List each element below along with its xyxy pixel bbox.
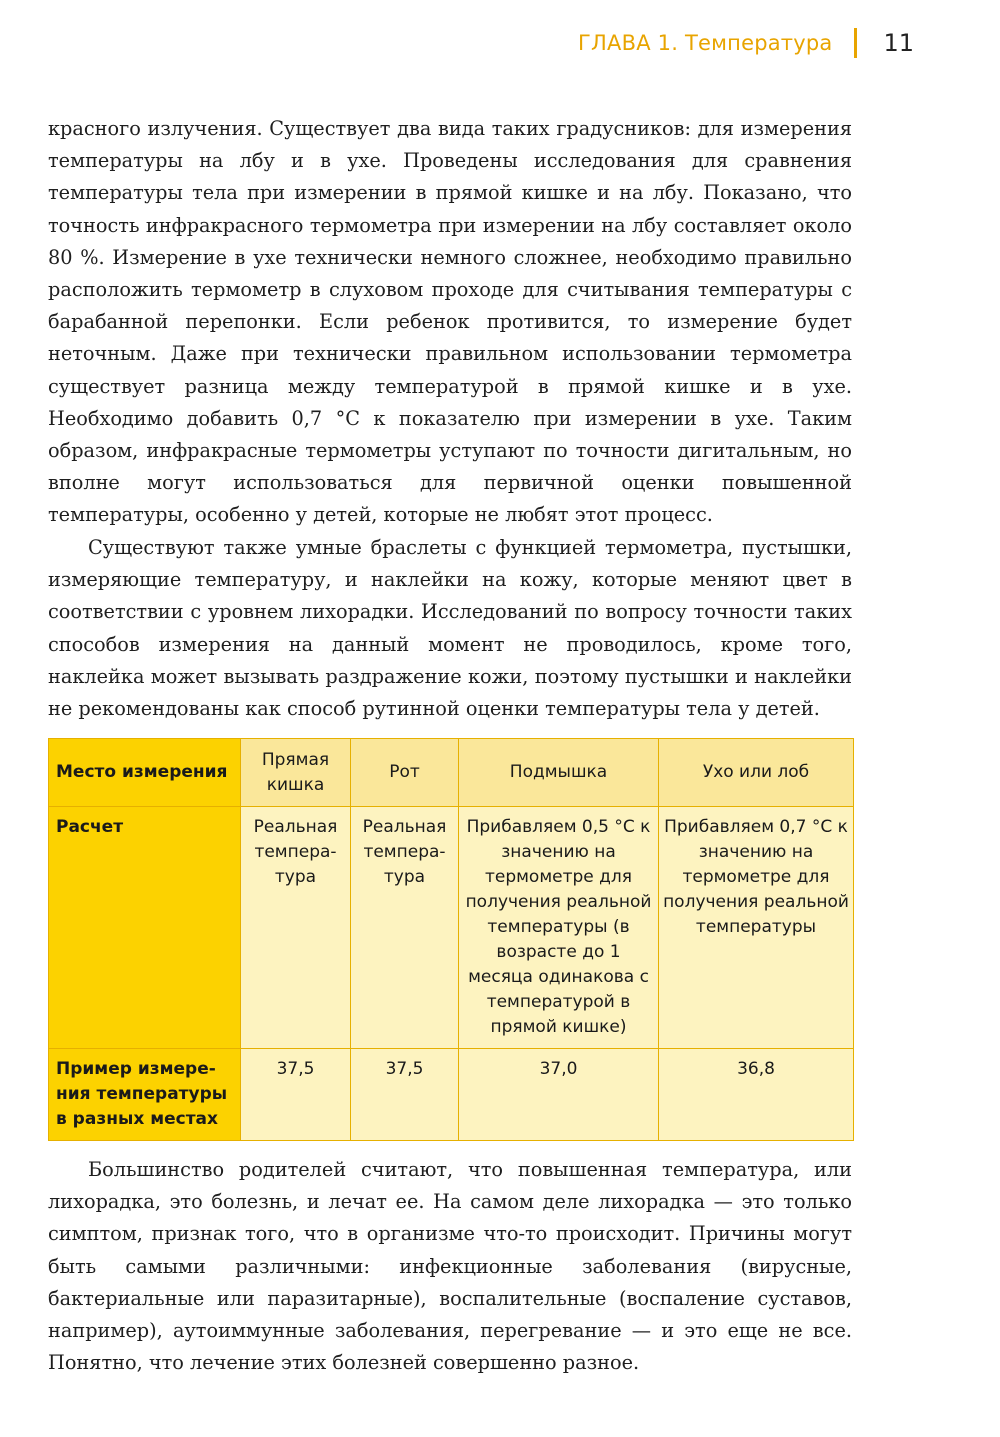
calc-cell-armpit: Прибавляем 0,5 °С к значению на термометре для получения реальной температуры (в возрасте до 1 месяца одинакова с температурой в прямой кишке) [459, 807, 659, 1049]
table-row-calculation [49, 807, 854, 1049]
header-cell-mouth: Рот [351, 739, 459, 807]
example-cell-mouth: 37,5 [351, 1049, 459, 1141]
table-row-example [49, 1049, 854, 1141]
table-header-row [49, 739, 854, 807]
paragraph-infrared: красного излучения. Существует два вида таких градусников: для измерения температуры на лбу и в ухе. Проведены исследования для сравнения температуры тела при измерении в прямой кишке и на лбу. Показано, что точность инфракрасного термометра при измерении на лбу составляет около 80 %. Измерение в ухе технически немного сложнее, необходимо правильно расположить термометр в слуховом проходе для считывания температуры с барабанной перепонки. Если ребенок противится, то измерение будет неточным. Даже при технически правильном использовании термометра существует разница между температурой в прямой кишке и в ухе. Необходимо добавить 0,7 °С к показателю при измерении в ухе. Таким образом, инфракрасные термометры уступают по точности дигитальным, но вполне могут использоваться для первичной оценки повышенной температуры, особенно у детей, которые не любят этот процесс. [48, 117, 852, 527]
page-number: 11 [883, 29, 914, 57]
row-label-example: Пример измерения температуры в разных местах [49, 1049, 241, 1141]
paragraph-smart-devices: Существуют также умные браслеты с функцией термометра, пустышки, измеряющие температуру, и наклейки на кожу, которые меняют цвет в соответствии с уровнем лихорадки. Исследований по вопросу точности таких способов измерения на данный момент не проводилось, кроме того, наклейка может вызывать раздражение кожи, поэтому пустышки и наклейки не рекомендованы как способ рутинной оценки температуры тела у детей. [48, 536, 852, 721]
chapter-title: ГЛАВА 1. Температура [578, 31, 833, 55]
example-cell-ear-forehead: 36,8 [659, 1049, 854, 1141]
measurement-table [48, 738, 854, 1141]
example-cell-rectum: 37,5 [241, 1049, 351, 1141]
example-cell-armpit: 37,0 [459, 1049, 659, 1141]
calc-cell-rectum: Реальная температура [241, 807, 351, 1049]
running-header [578, 28, 914, 58]
header-divider [854, 28, 857, 58]
paragraph-fever-causes: Большинство родителей считают, что повышенная температура, или лихорадка, это болезнь, и лечат ее. На самом деле лихорадка — это только симптом, признак того, что в организме что-то происходит. Причины могут быть самыми различными: инфекционные заболевания (вирусные, бактериальные или паразитарные), воспалительные (воспаление суставов, например), аутоиммунные заболевания, перегревание — и это еще не все. Понятно, что лечение этих болезней совершенно разное. [48, 1158, 852, 1375]
header-cell-ear-forehead: Ухо или лоб [659, 739, 854, 807]
header-cell-armpit: Подмышка [459, 739, 659, 807]
calc-cell-ear-forehead: Прибавляем 0,7 °С к значению на термометре для получения реальной температуры [659, 807, 854, 1049]
header-cell-rectum: Прямая кишка [241, 739, 351, 807]
calc-cell-mouth: Реальная температура [351, 807, 459, 1049]
header-cell-location: Место измерения [49, 739, 241, 807]
row-label-calculation: Расчет [49, 807, 241, 1049]
